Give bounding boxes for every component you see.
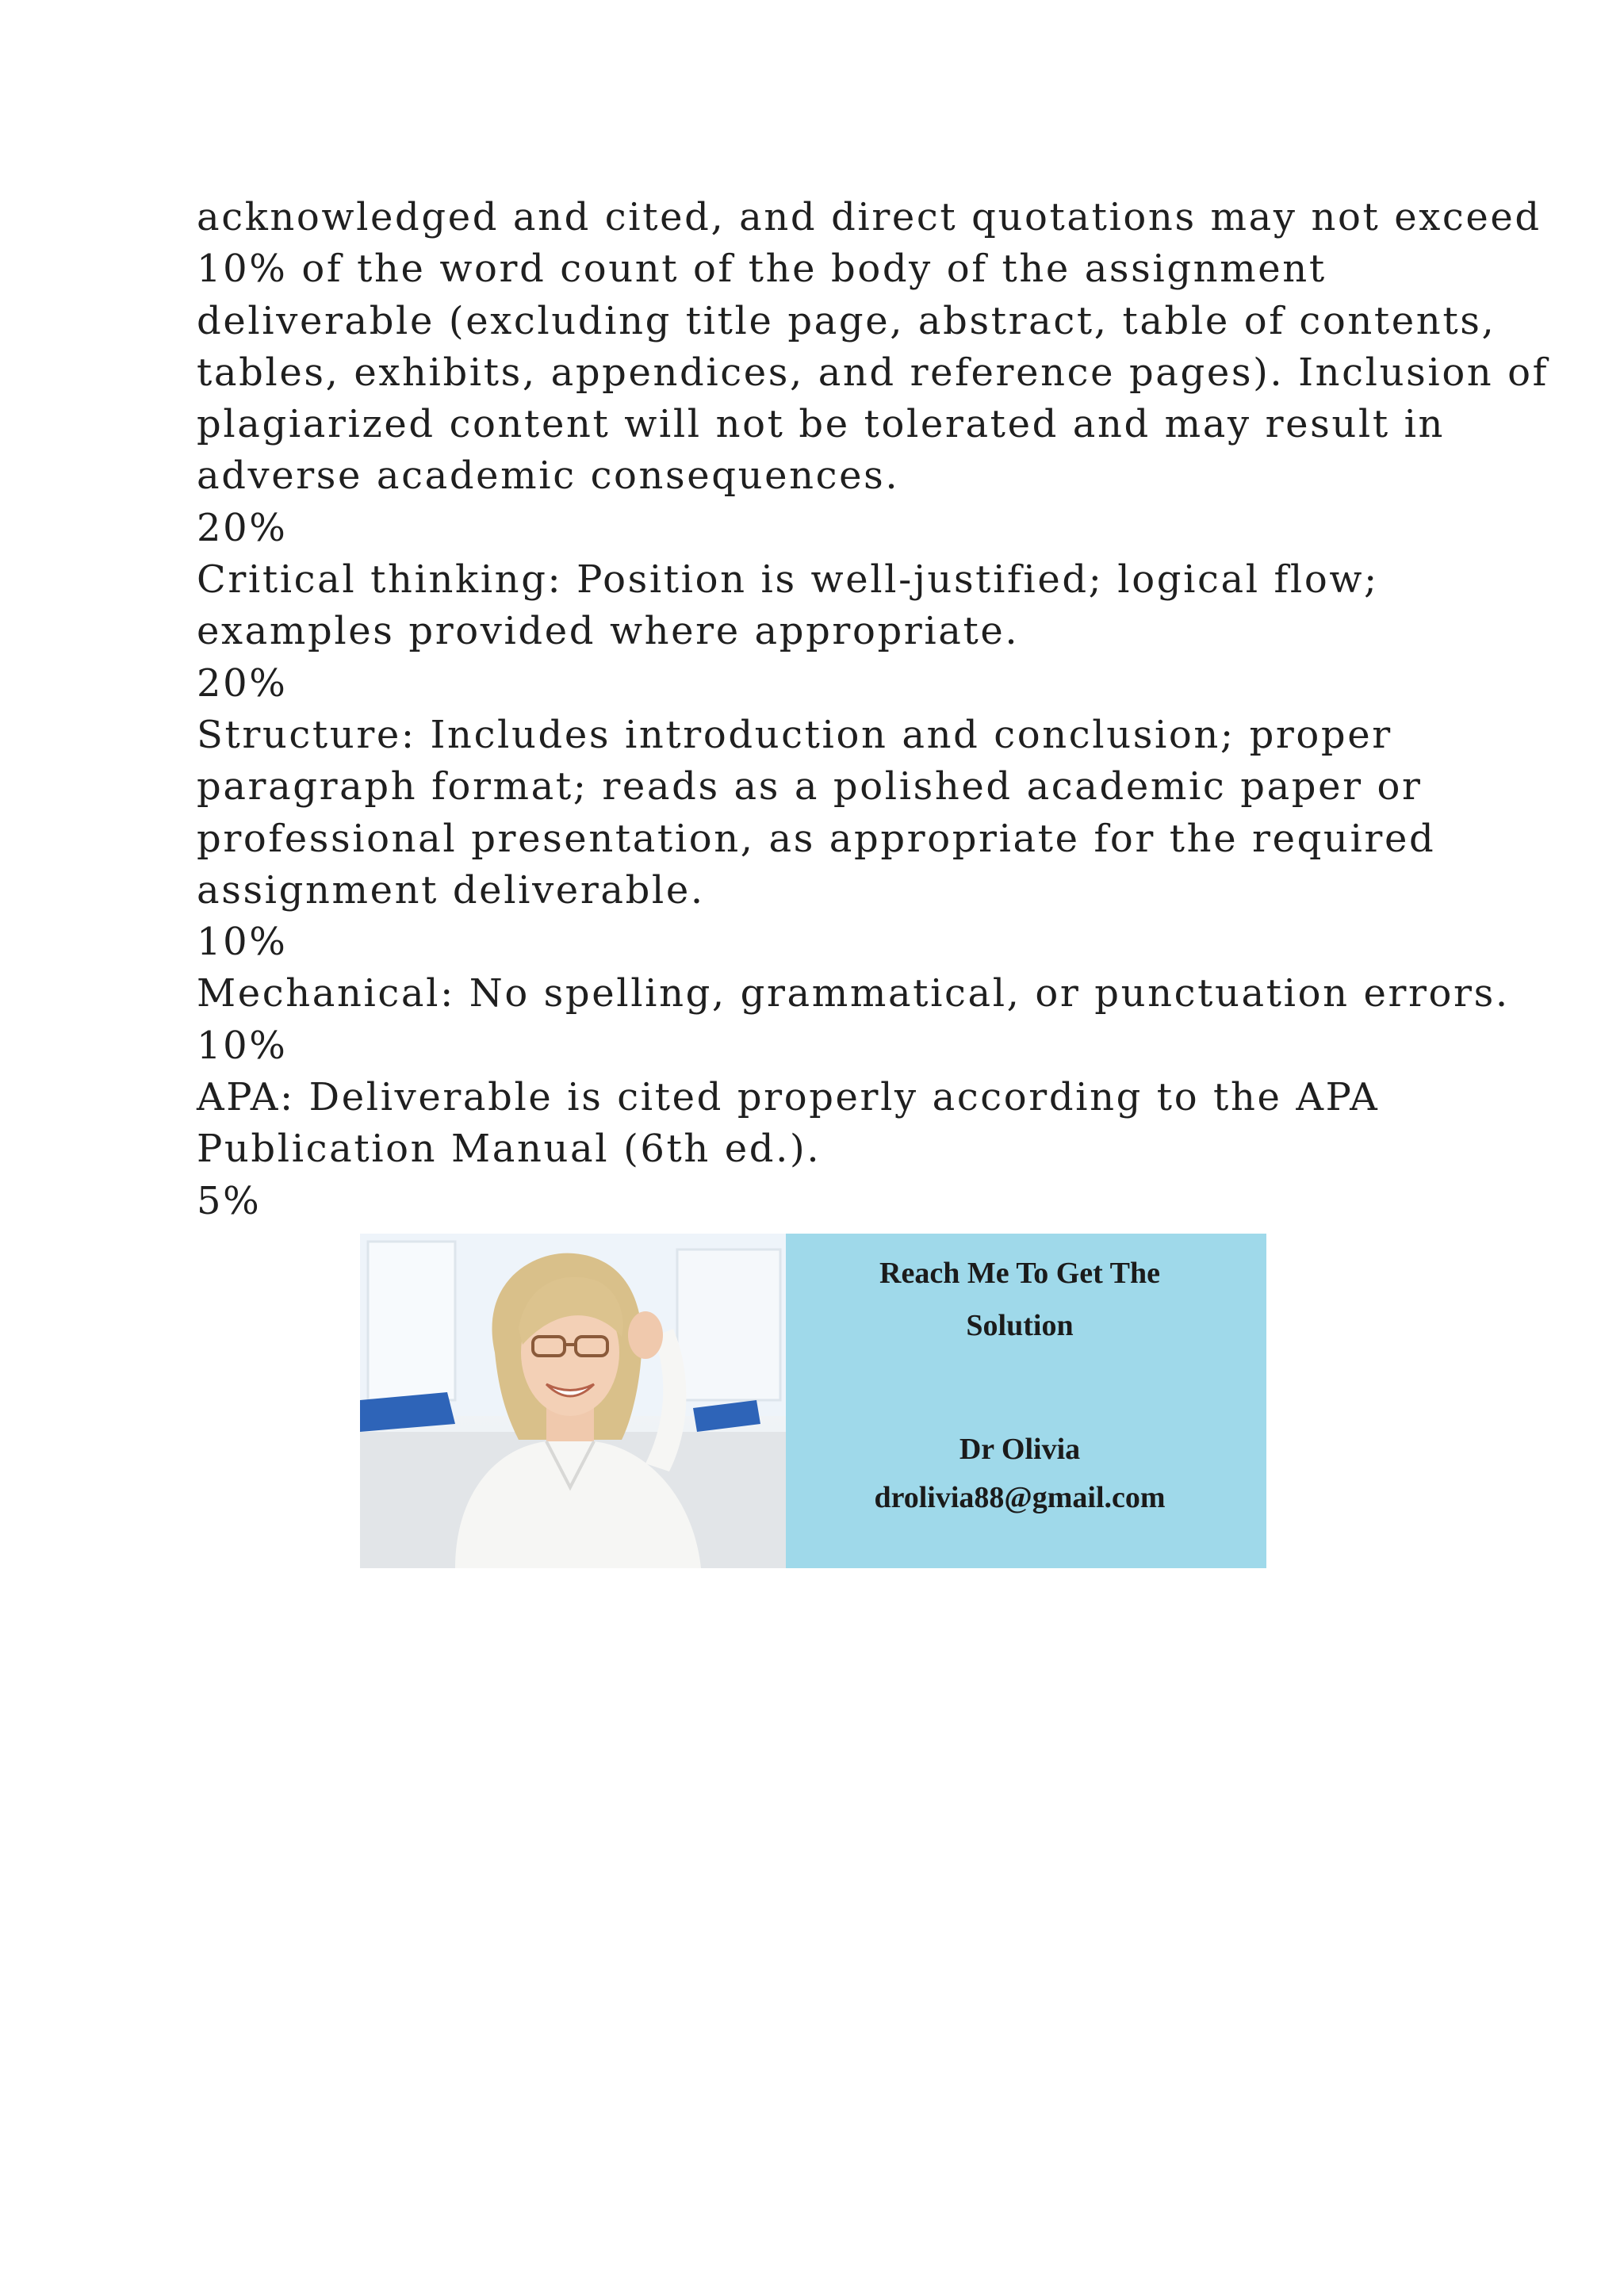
text-line: Publication Manual (6th ed.). bbox=[197, 1127, 822, 1172]
criterion-line: APA: Deliverable is cited properly according to the APA bbox=[197, 1075, 1380, 1120]
rubric-text bbox=[197, 192, 1549, 1227]
banner-heading-line2: Solution bbox=[966, 1309, 1074, 1342]
weight-line: 20% bbox=[197, 660, 288, 706]
contact-name: Dr Olivia bbox=[959, 1433, 1081, 1466]
weight-line: 10% bbox=[197, 920, 288, 965]
text-line: deliverable (excluding title page, abstract, table of contents, bbox=[197, 298, 1496, 343]
criterion-line: Structure: Includes introduction and conclusion; proper bbox=[197, 712, 1392, 757]
text-line: assignment deliverable. bbox=[197, 867, 705, 913]
criterion-line: Critical thinking: Position is well-justified; logical flow; bbox=[197, 557, 1379, 603]
weight-line: 5% bbox=[197, 1178, 262, 1223]
woman-photo-image bbox=[360, 1234, 786, 1568]
weight-line: 10% bbox=[197, 1023, 288, 1068]
weight-line: 20% bbox=[197, 505, 288, 550]
portrait-illustration bbox=[360, 1234, 786, 1568]
text-line: paragraph format; reads as a polished academic paper or bbox=[197, 764, 1423, 809]
text-line: tables, exhibits, appendices, and reference pages). Inclusion of bbox=[197, 350, 1549, 395]
contact-banner-image bbox=[360, 1234, 1266, 1568]
text-line: plagiarized content will not be tolerated and may result in bbox=[197, 402, 1446, 447]
text-line: adverse academic consequences. bbox=[197, 453, 900, 499]
contact-email: drolivia88@gmail.com bbox=[874, 1481, 1166, 1514]
banner-heading-line1: Reach Me To Get The bbox=[879, 1257, 1160, 1290]
criterion-line: Mechanical: No spelling, grammatical, or punctuation errors. bbox=[197, 971, 1510, 1016]
text-line: examples provided where appropriate. bbox=[197, 609, 1020, 654]
contact-info-panel bbox=[786, 1234, 1266, 1568]
text-line: professional presentation, as appropriate for the required bbox=[197, 816, 1436, 861]
text-line: acknowledged and cited, and direct quotations may not exceed bbox=[197, 195, 1542, 239]
text-line: 10% of the word count of the body of the assignment bbox=[197, 247, 1327, 292]
